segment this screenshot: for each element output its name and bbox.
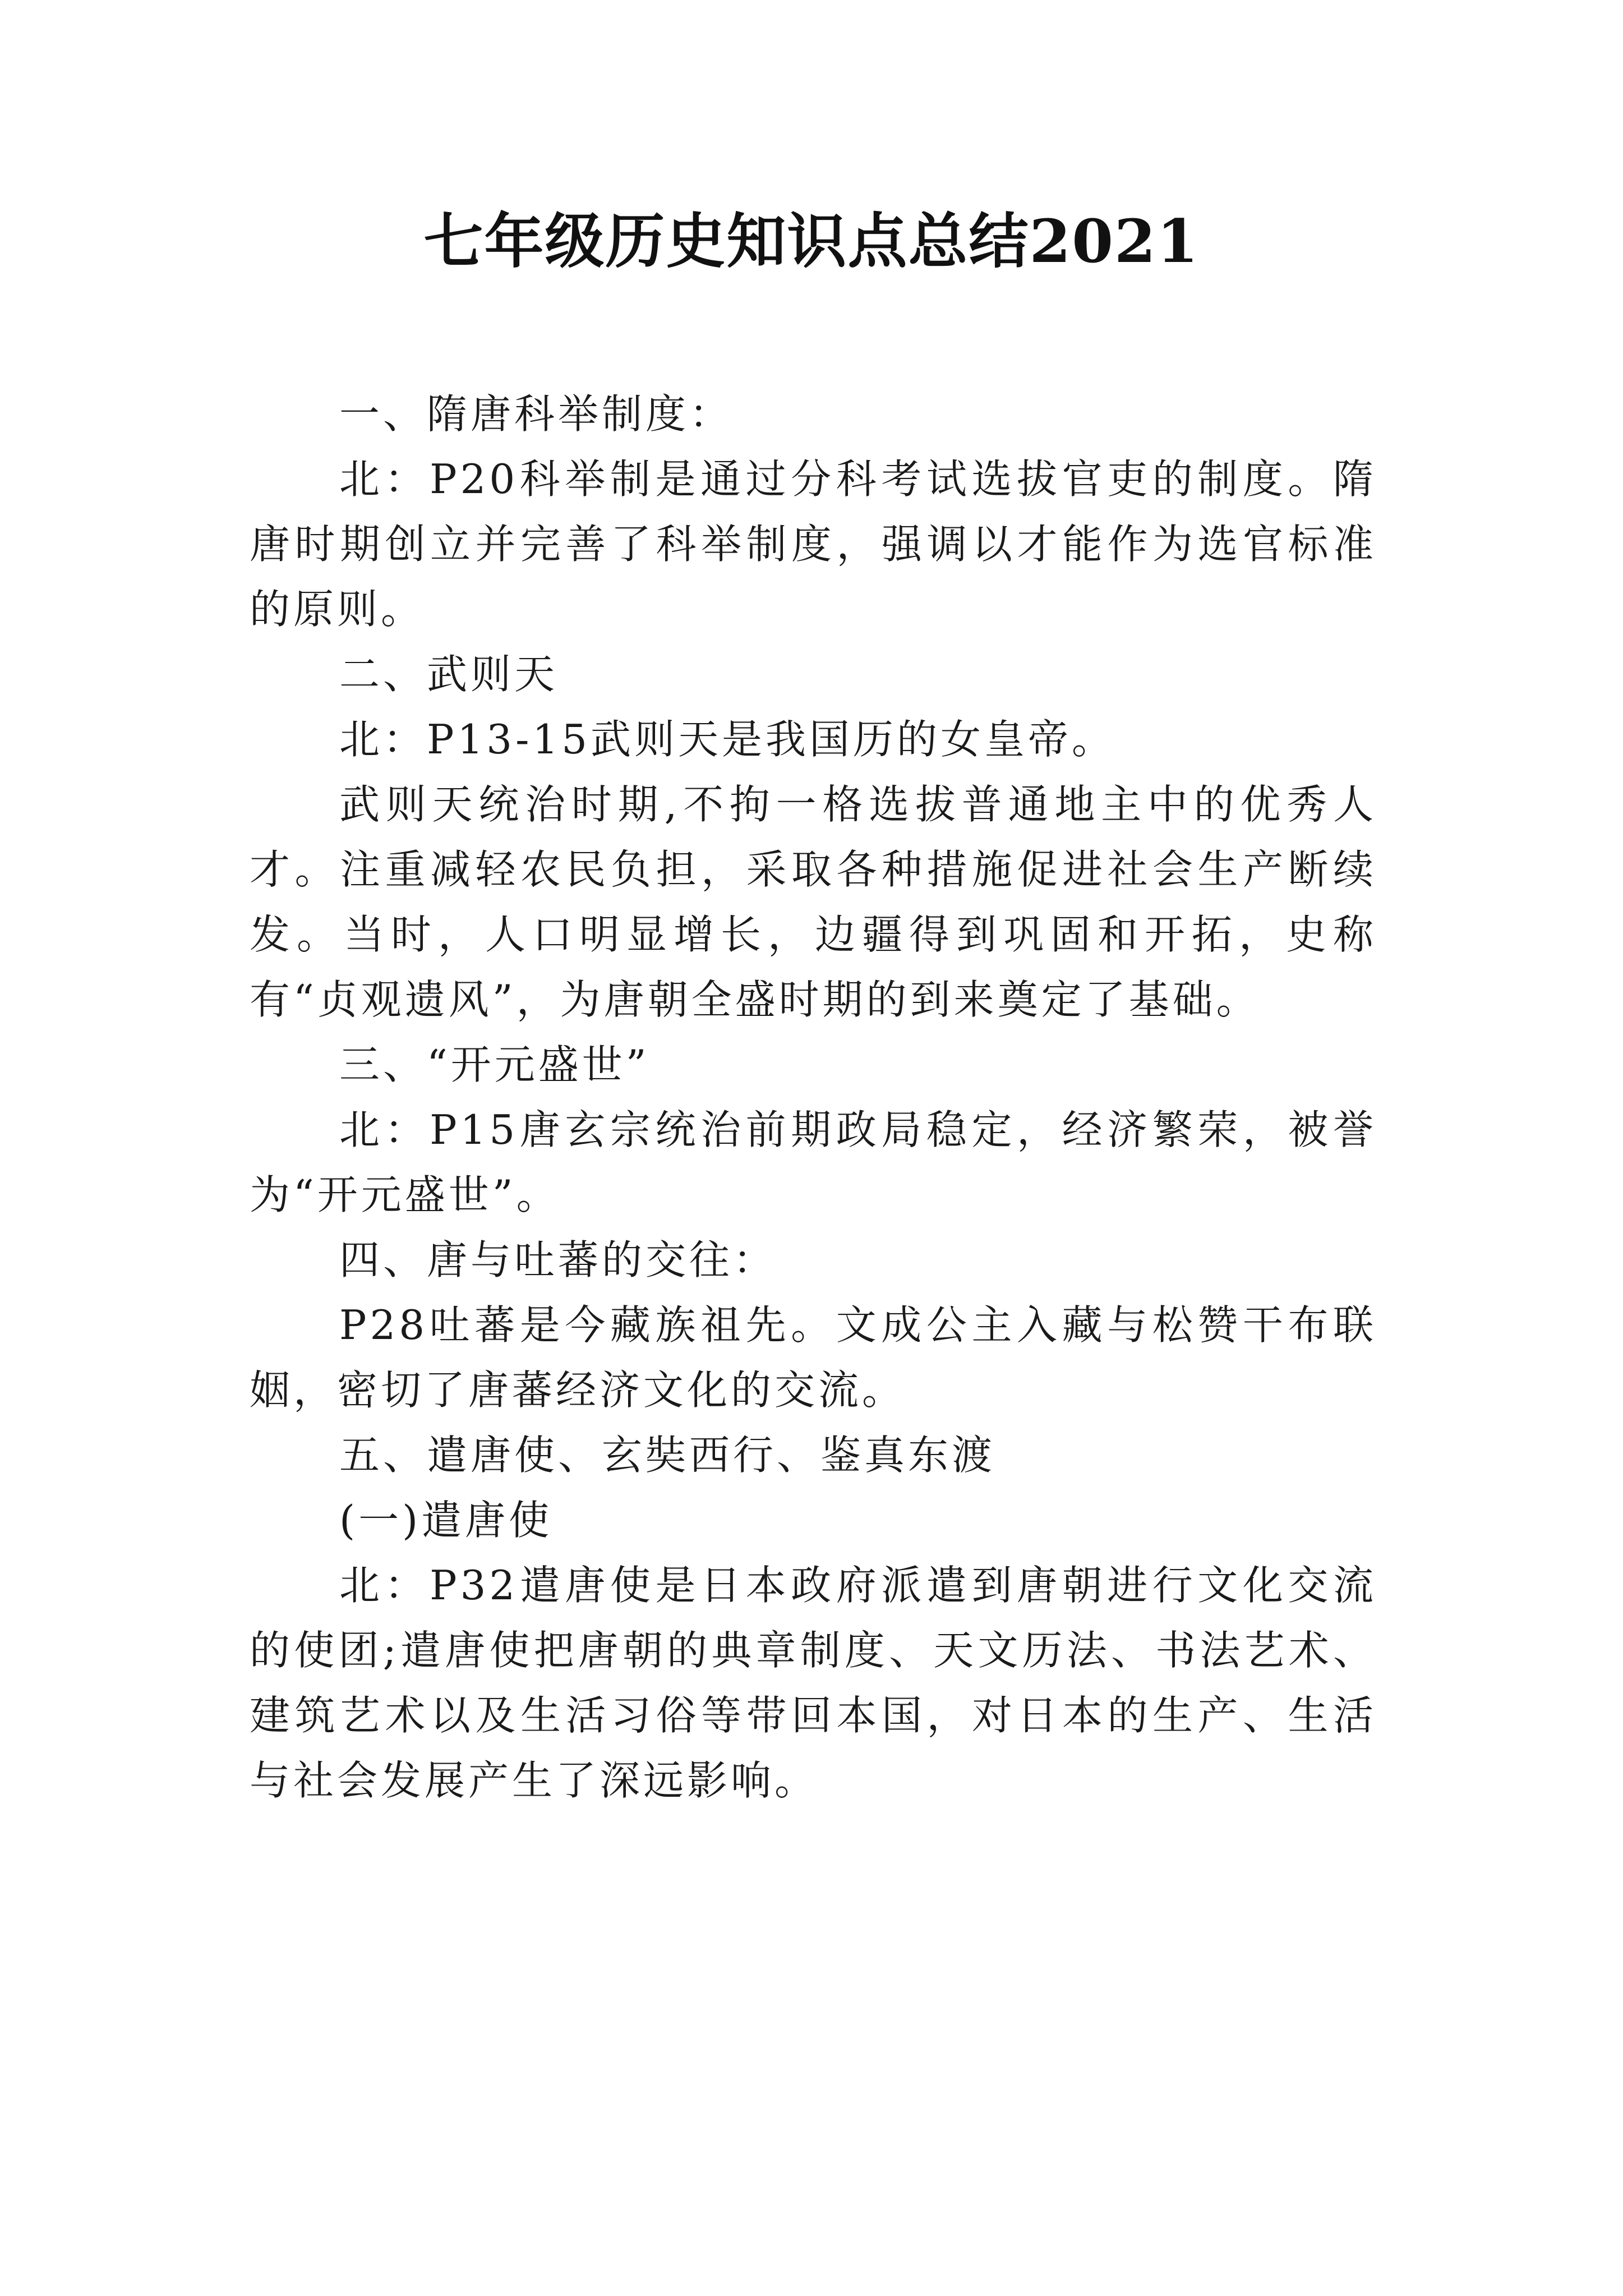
paragraph-kaiyuan: 北：P15唐玄宗统治前期政局稳定，经济繁荣，被誉为“开元盛世”。 [250,1106,1377,1218]
section-heading-exchange: 五、遣唐使、玄奘西行、鉴真东渡 [339,1432,996,1479]
paragraph-wuzetian-rule: 武则天统治时期,不拘一格选拔普通地主中的优秀人才。注重减轻农民负担，采取各种措施促进社会生产断续发。当时，人口明显增长，边疆得到巩固和开拓，史称有“贞观遗风”，为唐朝全盛时期的到来奠定了基础。 [250,781,1377,1023]
paragraph-qiantangshi: 北：P32遣唐使是日本政府派遣到唐朝进行文化交流的使团;遣唐使把唐朝的典章制度、天文历法、书法艺术、建筑艺术以及生活习俗等带回本国，对日本的生产、生活与社会发展产生了深远影响。 [250,1562,1377,1804]
paragraph-keju: 北：P20科举制是通过分科考试选拔官吏的制度。隋唐时期创立并完善了科举制度，强调以才能作为选官标准的原则。 [250,455,1377,633]
section-heading-kaiyuan: 三、“开元盛世” [339,1041,650,1088]
section-heading-wuzetian: 二、武则天 [339,651,559,698]
section-heading-tubo: 四、唐与吐蕃的交往： [339,1236,777,1283]
section-heading-keju: 一、隋唐科举制度： [339,390,734,438]
document-body [250,381,1377,1813]
paragraph-wuzetian-intro: 北：P13-15武则天是我国历的女皇帝。 [339,716,1116,763]
document-title: 七年级历史知识点总结2021 [423,206,1200,276]
subsection-heading-qiantangshi: (一)遣唐使 [339,1497,553,1544]
paragraph-tubo: P28吐蕃是今藏族祖先。文成公主入藏与松赞干布联姻，密切了唐蕃经济文化的交流。 [250,1301,1377,1414]
